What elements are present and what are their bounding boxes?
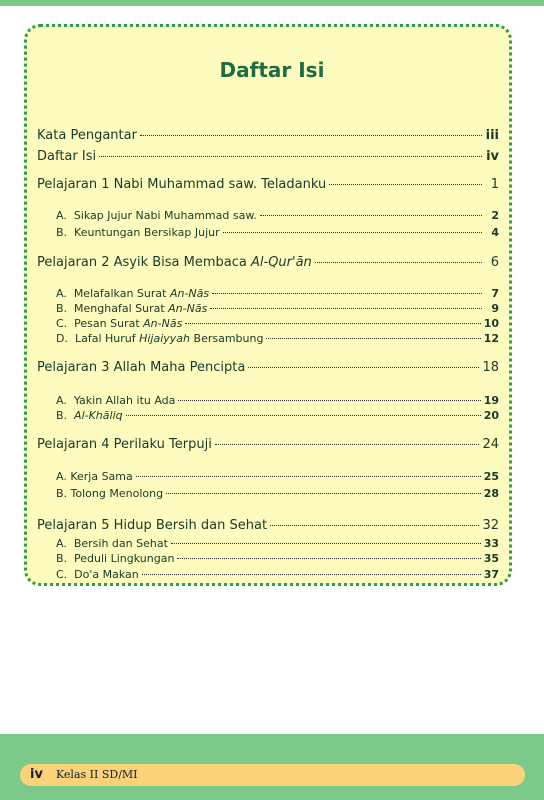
toc-page-number: 6 [490, 255, 499, 270]
toc-entry-italic-term: An-Nās [168, 302, 208, 315]
toc-page-number: 9 [491, 302, 499, 315]
toc-entry-label [56, 317, 182, 330]
toc-entry-label [37, 177, 326, 192]
toc-page-number: 35 [483, 552, 499, 565]
toc-entry-label-text: Pelajaran 5 Hidup Bersih dan Sehat [37, 518, 268, 533]
dot-leader [260, 215, 482, 216]
dot-leader [215, 444, 480, 445]
toc-entry-italic-term: Al-Khāliq [74, 409, 123, 422]
toc-entry-label-text: B. Tolong Menolong [56, 487, 164, 500]
dot-leader [315, 262, 482, 263]
toc-entry-label-text: C. Do'a Makan [56, 568, 139, 581]
dot-leader [177, 558, 480, 559]
toc-entry-label [56, 302, 207, 315]
toc-entry-label [56, 394, 175, 407]
toc-entry-label [56, 409, 123, 422]
footer-book-label: Kelas II SD/MI [56, 768, 138, 781]
toc-entry-label-text: Daftar Isi [37, 149, 97, 164]
page-title: Daftar Isi [219, 58, 325, 82]
toc-entry-label-text: B. Menghafal Surat [56, 302, 169, 315]
toc-subentry [56, 568, 499, 581]
toc-entry-label-text: A. Melafalkan Surat [56, 287, 170, 300]
toc-subentry [56, 226, 499, 239]
toc-entry [37, 360, 499, 375]
toc-page-number: iv [486, 149, 499, 164]
dot-leader [266, 338, 480, 339]
toc-entry [37, 518, 499, 533]
dot-leader [248, 367, 479, 368]
toc-entry-label [37, 255, 312, 270]
toc-entry-label [56, 287, 209, 300]
toc-entry-suffix: Bersambung [190, 332, 264, 345]
toc-entry-label [56, 209, 257, 222]
toc-entry-label-text: B. [56, 409, 75, 422]
toc-entry-label [56, 552, 174, 565]
toc-subentry [56, 394, 499, 407]
toc-page-number: 18 [482, 360, 499, 375]
dot-leader [126, 415, 481, 416]
toc-entry-italic-term: An-Nās [169, 287, 210, 300]
toc-subentry [56, 552, 499, 565]
toc-entry-label-text: B. Peduli Lingkungan [56, 552, 175, 565]
dot-leader [99, 156, 482, 157]
toc-page-number: 12 [483, 332, 499, 345]
dot-leader [140, 135, 482, 136]
toc-subentry [56, 470, 499, 483]
toc-entry-label-text: A. Yakin Allah itu Ada [56, 394, 176, 407]
toc-page-number: 19 [483, 394, 499, 407]
toc-entry-label [37, 149, 96, 164]
footer-page-number: iv [30, 767, 43, 782]
toc-page-number: 32 [482, 518, 499, 533]
toc-entry [37, 128, 499, 143]
dot-leader [270, 525, 479, 526]
toc-page-number: 2 [491, 209, 499, 222]
toc-page-number: iii [485, 128, 499, 143]
toc-entry-label-text: Kata Pengantar [37, 128, 137, 143]
toc-subentry [56, 209, 499, 222]
toc-entry-label [37, 128, 137, 143]
toc-entry-label [56, 537, 168, 550]
toc-entry-italic-term: An-Nās [143, 317, 183, 330]
toc-subentry [56, 487, 499, 500]
toc-subentry [56, 317, 499, 330]
toc-entry [37, 255, 499, 270]
toc-entry-label-text: A. Bersih dan Sehat [56, 537, 168, 550]
dot-leader [166, 493, 481, 494]
toc-page-number: 10 [483, 317, 499, 330]
toc-entry-label-text: C. Pesan Surat [56, 317, 144, 330]
toc-entry-label [56, 226, 220, 239]
toc-entry-label-text: A. Kerja Sama [56, 470, 133, 483]
toc-entry-label-text: Pelajaran 1 Nabi Muhammad saw. Teladanku [37, 177, 327, 192]
toc-page-number: 24 [482, 437, 499, 452]
toc-entry-label [56, 487, 163, 500]
dot-leader [212, 293, 482, 294]
dot-leader [178, 400, 480, 401]
toc-page-number: 1 [490, 177, 499, 192]
toc-entry-label-text: B. Keuntungan Bersikap Jujur [56, 226, 220, 239]
toc-subentry [56, 332, 499, 345]
toc-entry-italic-term: Hijaiyyah [139, 332, 191, 345]
toc-subentry [56, 409, 499, 422]
toc-entry-label [37, 360, 245, 375]
toc-entry-label [56, 470, 133, 483]
toc-subentry [56, 287, 499, 300]
top-accent-bar [0, 0, 544, 6]
dot-leader [223, 232, 482, 233]
toc-entry [37, 177, 499, 192]
dot-leader [329, 184, 482, 185]
toc-entry-label [56, 332, 263, 345]
dot-leader [142, 574, 481, 575]
toc-page-number: 20 [483, 409, 499, 422]
dot-leader [171, 543, 481, 544]
toc-entry-italic-term: Al-Qur'ān [251, 255, 312, 270]
toc-entry-label [37, 437, 212, 452]
toc-page-number: 28 [483, 487, 499, 500]
toc-entry-label-text: A. Sikap Jujur Nabi Muhammad saw. [56, 209, 257, 222]
toc-page-number: 37 [483, 568, 499, 581]
toc-page-number: 7 [491, 287, 499, 300]
toc-entry-label-text: Pelajaran 2 Asyik Bisa Membaca [37, 255, 251, 270]
toc-entry-label [56, 568, 139, 581]
toc-entry [37, 149, 499, 164]
toc-page-number: 33 [483, 537, 499, 550]
toc-page-number: 4 [491, 226, 499, 239]
toc-subentry [56, 302, 499, 315]
dot-leader [210, 308, 482, 309]
dot-leader [185, 323, 480, 324]
toc-entry-label [37, 518, 267, 533]
toc-entry-label-text: Pelajaran 4 Perilaku Terpuji [37, 437, 212, 452]
toc-page-number: 25 [483, 470, 499, 483]
toc-entry [37, 437, 499, 452]
dot-leader [136, 476, 481, 477]
toc-entry-label-text: Pelajaran 3 Allah Maha Pencipta [37, 360, 246, 375]
toc-entry-label-text: D. Lafal Huruf [56, 332, 140, 345]
toc-subentry [56, 537, 499, 550]
